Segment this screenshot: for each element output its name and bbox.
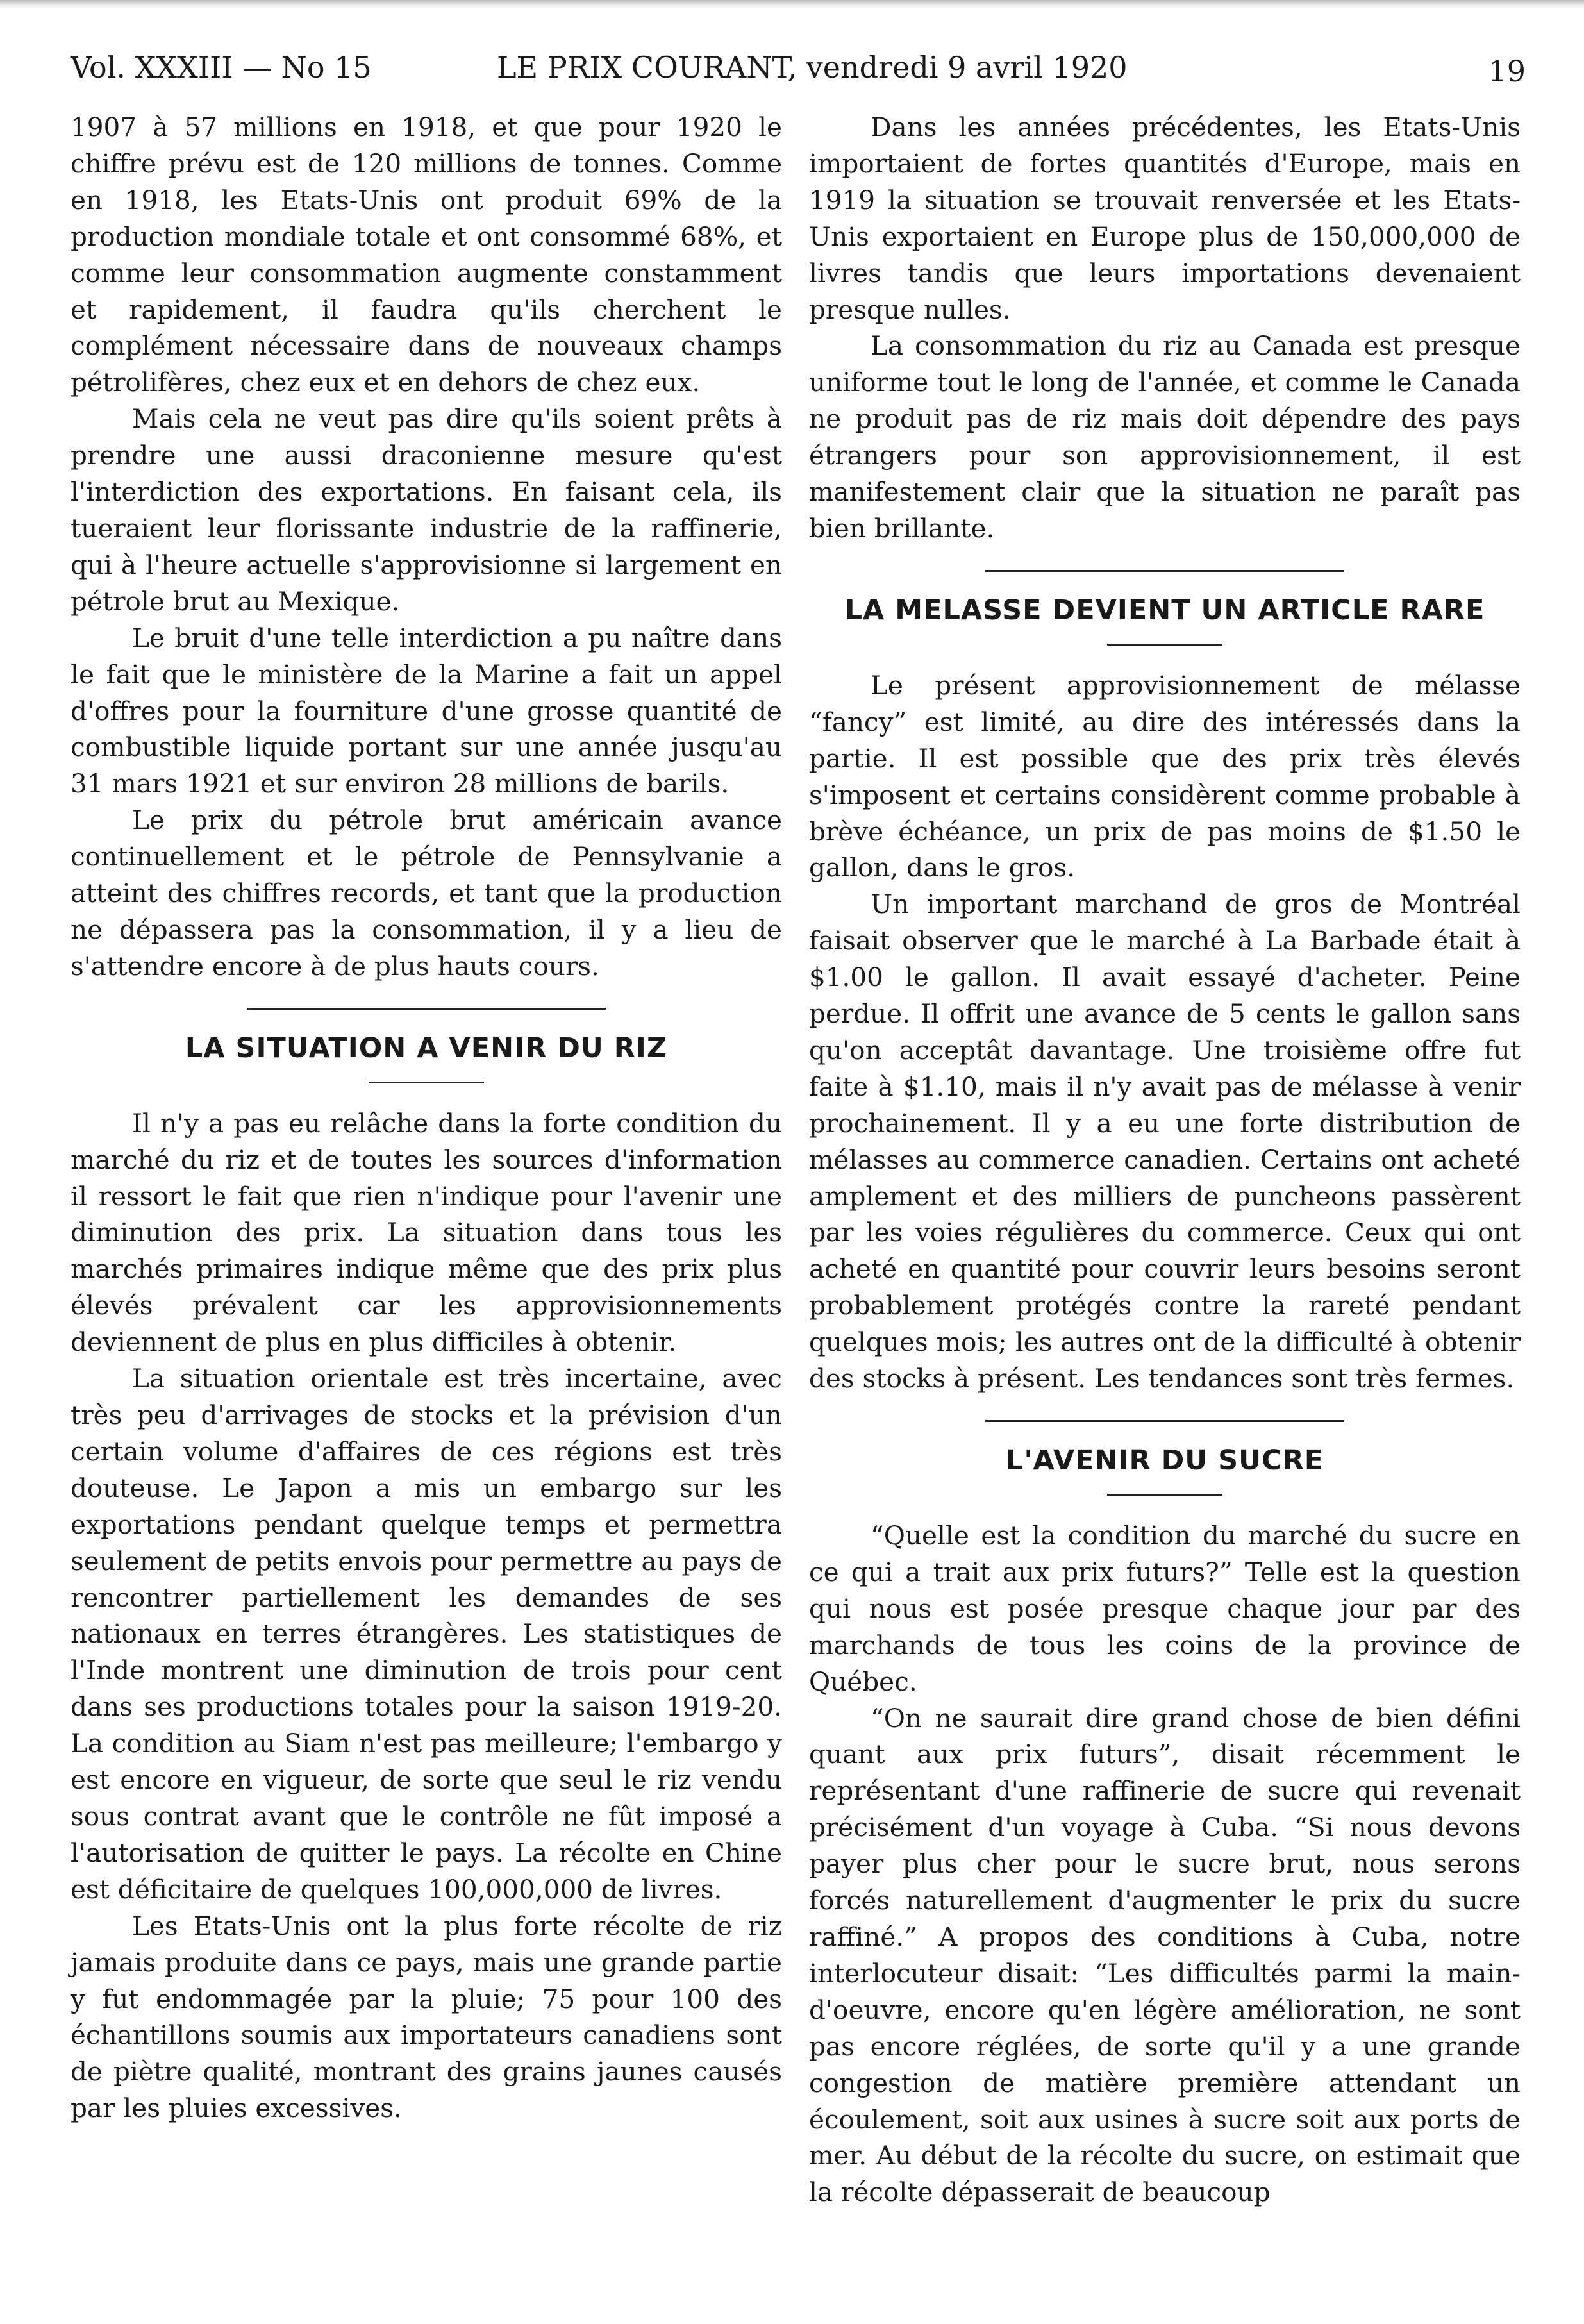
paragraph: Les Etats-Unis ont la plus forte récolte de riz jamais produite dans ce pays, mais une grande partie y fut endommagée par la pluie; 75 pour 100 des échantillons soumis aux importateurs canadiens sont de piètre qualité, montrant des grains jaunes causés par les pluies excessives. [71,1910,782,2124]
heading-underline [1107,1494,1222,1496]
paragraph: La situation orientale est très incertaine, avec très peu d'arrivages de stocks et la prévision d'un certain volume d'affaires de ces régions est très douteuse. Le Japon a mis un embargo sur les exportations pendant quelque temps et permettra seulement de petits envois pour permettre au pays de rencontrer partiellement les demandes de ses nationaux en terres étrangères. Les statistiques de l'Inde montrent une diminution de trois pour cent dans ses productions totales pour la saison 1919-20. La condition au Siam n'est pas meilleure; l'embargo y est encore en vigueur, de sorte que seul le riz vendu sous contrat avant que le contrôle ne fût imposé a l'autorisation de quitter le pays. La récolte en Chine est déficitaire de quelques 100,000,000 de livres. [71,1363,782,1905]
paragraph: “Quelle est la condition du marché du sucre en ce qui a trait aux prix futurs?” Telle est la question qui nous est posée presque chaque jour par des marchands de tous les coins de la province de Québec. [809,1520,1521,1697]
section-heading-rice: LA SITUATION A VENIR DU RIZ [185,1032,668,1064]
paragraph: Le prix du pétrole brut américain avance continuellement et le pétrole de Pennsylvanie a atteint des chiffres records, et tant que la production ne dépassera pas la consommation, il y a lieu de s'attendre encore à de plus hauts cours. [71,805,782,982]
scan-edge [0,0,1584,9]
right-column [809,109,1521,2211]
paragraph: Mais cela ne veut pas dire qu'ils soient prêts à prendre une aussi draconienne mesure qu'est l'interdiction des exportations. En faisant cela, ils tueraient leur florissante industrie de la raffinerie, qui à l'heure actuelle s'approvisionne si largement en pétrole brut au Mexique. [71,403,782,617]
publication-title: LE PRIX COURANT, vendredi 9 avril 1920 [497,50,1128,85]
paragraph: Le bruit d'une telle interdiction a pu naître dans le fait que le ministère de la Marine a fait un appel d'offres pour la fourniture d'une grosse quantité de combustible liquide portant sur une année jusqu'au 31 mars 1921 et sur environ 28 millions de barils. [71,622,782,799]
volume-number: Vol. XXXIII — No 15 [71,50,372,85]
section-divider [247,1008,606,1010]
section-heading-molasses: LA MELASSE DEVIENT UN ARTICLE RARE [844,594,1485,626]
paragraph: Il n'y a pas eu relâche dans la forte condition du marché du riz et de toutes les sources d'information il ressort le fait que rien n'indique pour l'avenir une diminution des prix. La situation dans tous les marchés primaires indique même que des prix plus élevés prévalent car les approvisionnements deviennent de plus en plus difficiles à obtenir. [71,1107,782,1358]
page-header [71,38,1526,96]
heading-underline [1107,644,1222,646]
paragraph: “On ne saurait dire grand chose de bien défini quant aux prix futurs”, disait récemment le représentant d'une raffinerie de sucre qui revenait précisément d'un voyage à Cuba. “Si nous devons payer plus cher pour le sucre brut, nous serons forcés naturellement d'augmenter le prix du sucre raffiné.” A propos des conditions à Cuba, notre interlocuteur disait: “Les difficultés parmi la main-d'oeuvre, encore qu'en légère amélioration, ne sont pas encore réglées, de sorte qu'il y a une grande congestion de matière première attendant un écoulement, soit aux usines à sucre soit aux ports de mer. Au début de la récolte du sucre, on estimait que la récolte dépasserait de beaucoup [809,1702,1521,2208]
paragraph: Un important marchand de gros de Montréal faisait observer que le marché à La Barbade était à $1.00 le gallon. Il avait essayé d'acheter. Peine perdue. Il offrit une avance de 5 cents le gallon sans qu'on acceptât davantage. Une troisième offre fut faite à $1.10, mais il n'y avait pas de mélasse à venir prochainement. Il y a eu une forte distribution de mélasses au commerce canadien. Certains ont acheté amplement et des milliers de puncheons passèrent par les voies régulières du commerce. Ceux qui ont acheté en quantité pour couvrir leurs besoins seront probablement protégés contre la rareté pendant quelques mois; les autres ont de la difficulté à obtenir des stocks à présent. Les tendances sont très fermes. [809,889,1521,1394]
paragraph: 1907 à 57 millions en 1918, et que pour 1920 le chiffre prévu est de 120 millions de tonnes. Comme en 1918, les Etats-Unis ont produit 69% de la production mondiale totale et ont consommé 68%, et comme leur consommation augmente constamment et rapidement, il faudra qu'ils cherchent le complément nécessaire dans de nouveaux champs pétrolifères, chez eux et en dehors de chez eux. [71,112,782,398]
left-column [71,109,782,2127]
paragraph: La consommation du riz au Canada est presque uniforme tout le long de l'année, et comme le Canada ne produit pas de riz mais doit dépendre des pays étrangers pour son approvisionnement, il est manifestement clair que la situation ne paraît pas bien brillante. [809,330,1521,544]
section-divider [985,570,1344,572]
section-heading-sugar: L'AVENIR DU SUCRE [1005,1444,1324,1476]
heading-underline [369,1082,484,1083]
page-number: 19 [1488,54,1526,88]
section-divider [985,1420,1344,1422]
paragraph: Le présent approvisionnement de mélasse “fancy” est limité, au dire des intéressés dans la partie. Il est possible que des prix très élevés s'imposent et certains considèrent comme probable à brève échéance, un prix de pas moins de $1.50 le gallon, dans le gros. [809,669,1521,883]
paragraph: Dans les années précédentes, les Etats-Unis importaient de fortes quantités d'Europe, mais en 1919 la situation se trouvait renversée et les Etats-Unis exportaient en Europe plus de 150,000,000 de livres tandis que leurs importations devenaient presque nulles. [809,112,1521,325]
